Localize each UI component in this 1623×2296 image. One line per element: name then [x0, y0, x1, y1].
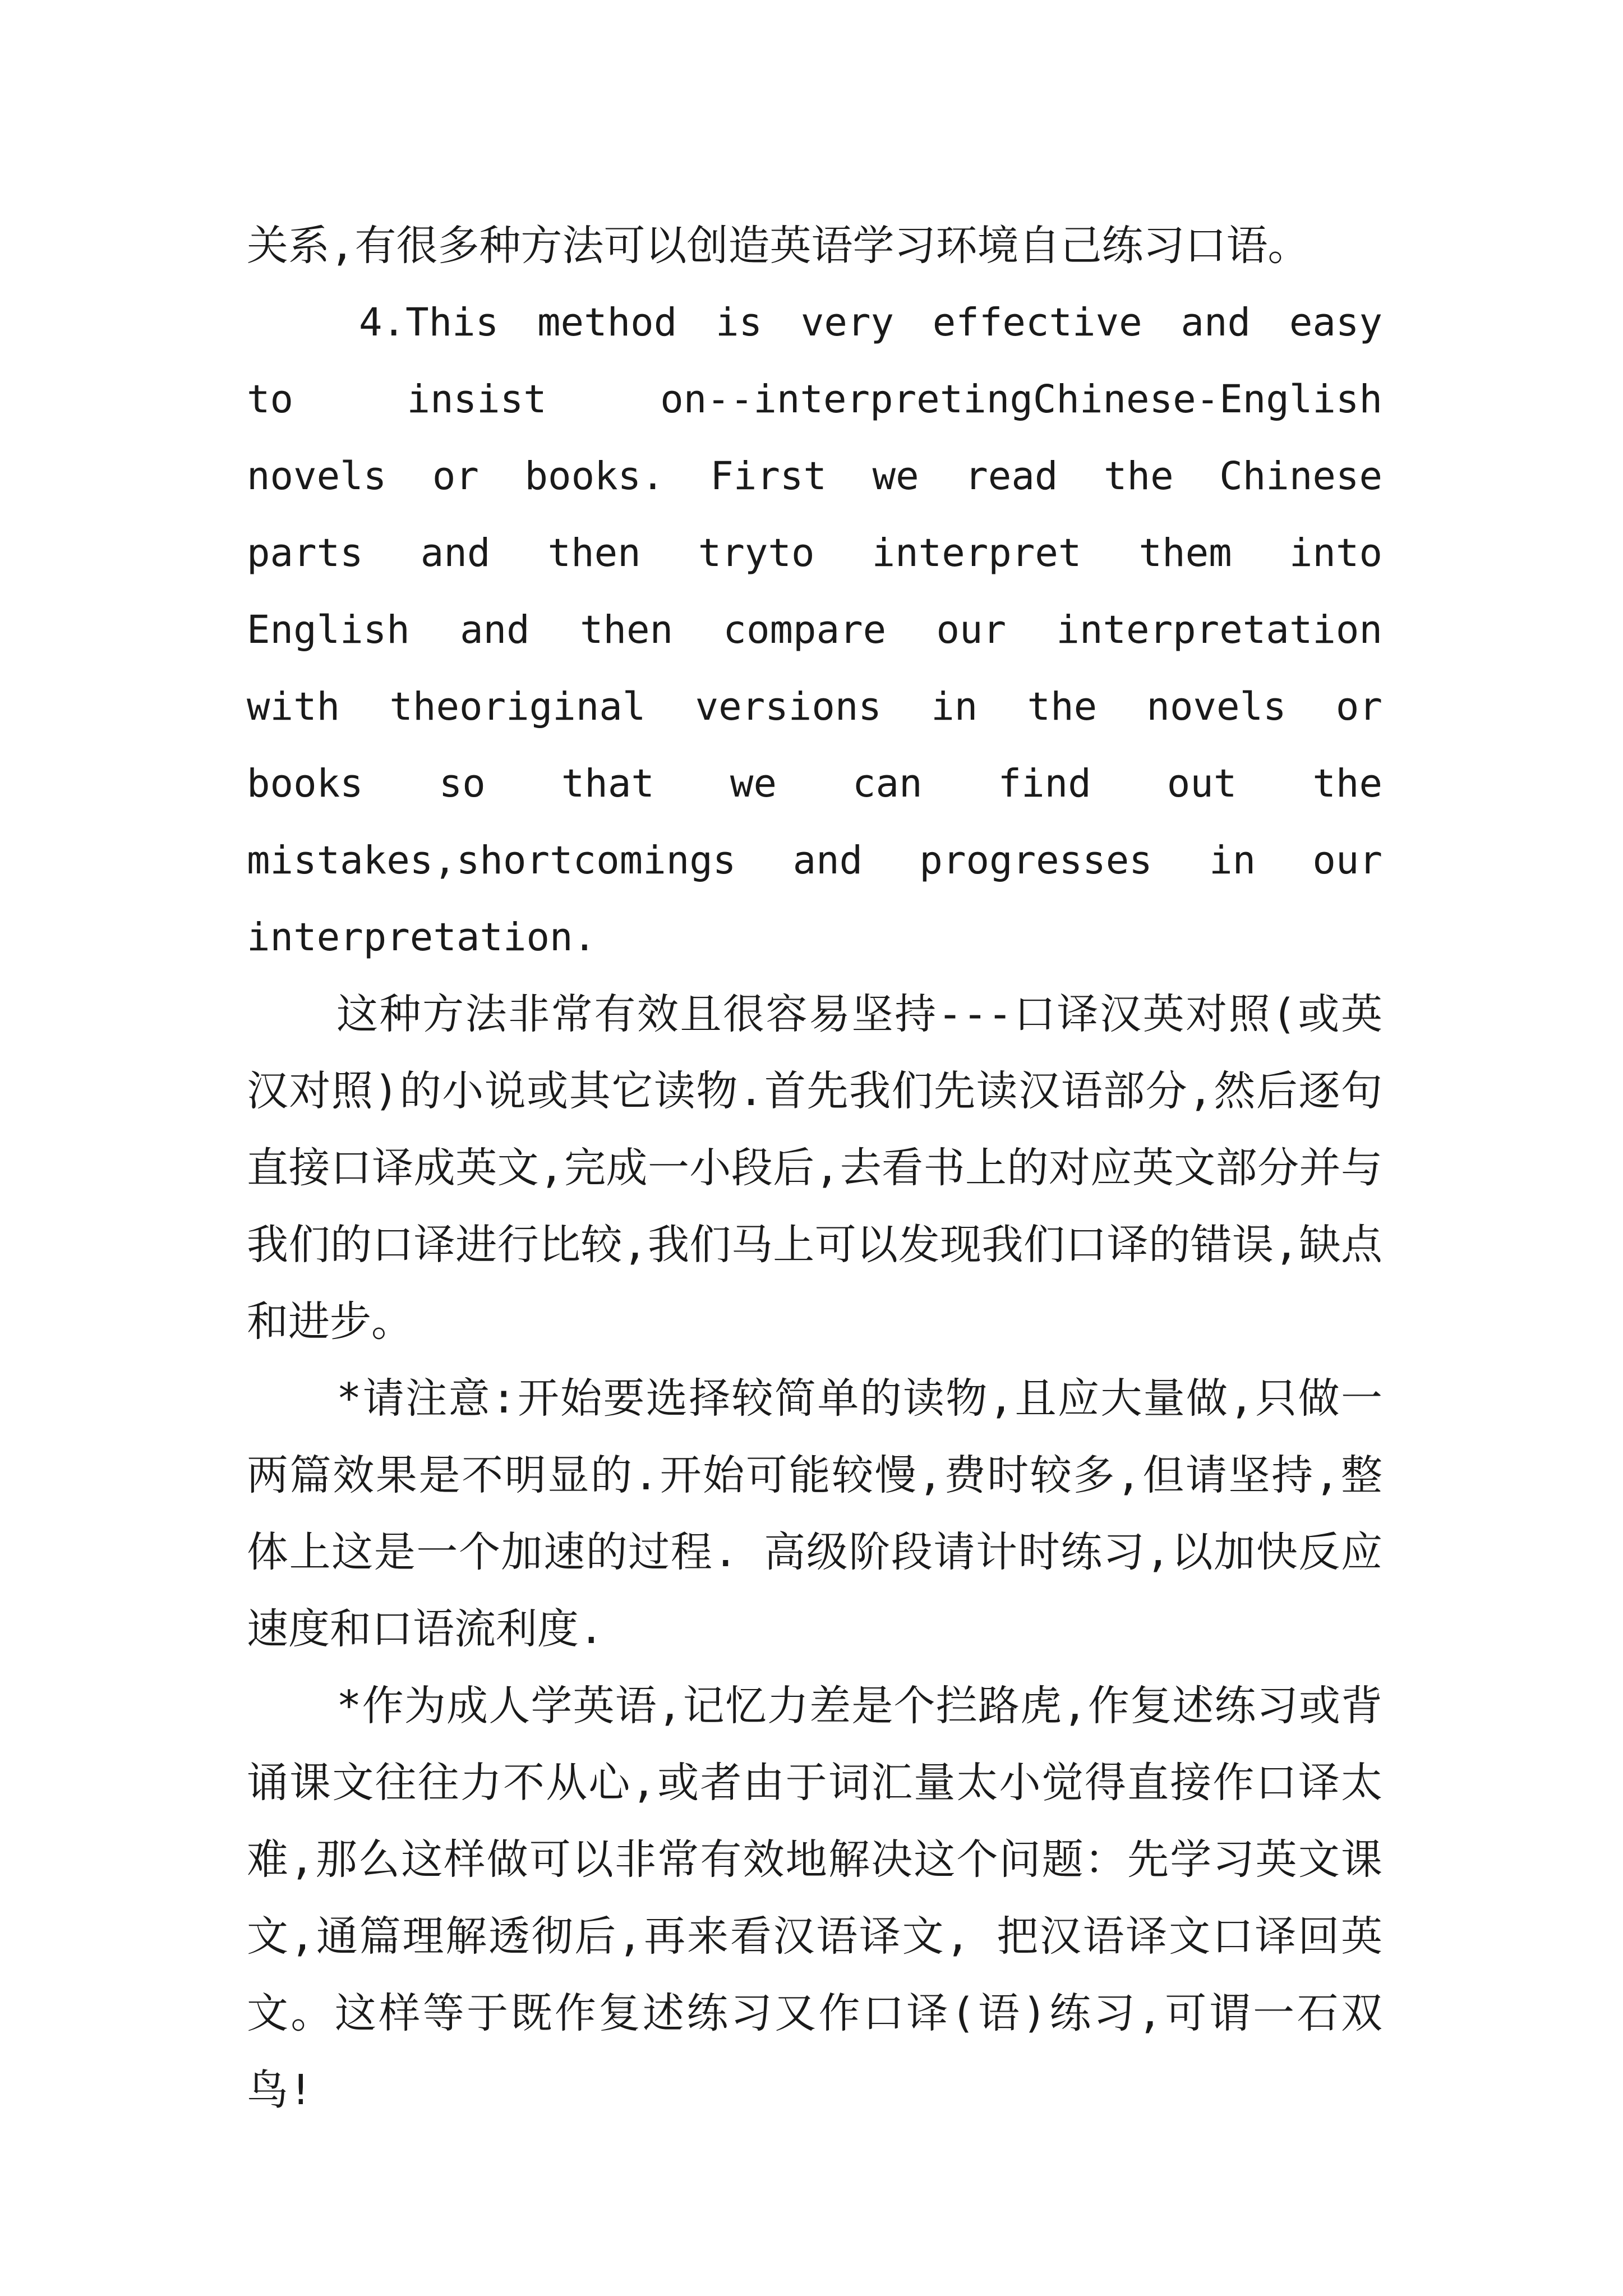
paragraph-method-4-english: 4.This method is very effective and easy to insist on--interpretingChinese-English novels or books. First we read the Chinese parts and then tryto interpret them into English and then compare our interpretation with theoriginal versions in the novels or books so that we can find out the mistakes,shortcomings and progresses in our interpretation. — [247, 300, 1382, 960]
document-body — [247, 208, 1382, 2129]
paragraph-note-1: *请注意:开始要选择较简单的读物,且应大量做,只做一两篇效果是不明显的.开始可能较慢,费时较多,但请坚持,整体上这是一个加速的过程. 高级阶段请计时练习,以加快反应速度和口语流利度. — [247, 1374, 1382, 1653]
paragraph-method-4-chinese: 这种方法非常有效且很容易坚持---口译汉英对照(或英汉对照)的小说或其它读物.首先我们先读汉语部分,然后逐句直接口译成英文,完成一小段后,去看书上的对应英文部分并与我们的口译进行比较,我们马上可以发现我们口译的错误,缺点和进步。 — [247, 990, 1382, 1346]
paragraph-continuation: 关系,有很多种方法可以创造英语学习环境自己练习口语。 — [247, 222, 1310, 270]
paragraph-note-2: *作为成人学英语,记忆力差是个拦路虎,作复述练习或背诵课文往往力不从心,或者由于词汇量太小觉得直接作口译太难,那么这样做可以非常有效地解决这个问题：先学习英文课文,通篇理解透彻后,再来看汉语译文, 把汉语译文口译回英文。这样等于既作复述练习又作口译(语)练习,可谓一石双鸟! — [247, 1682, 1382, 2114]
